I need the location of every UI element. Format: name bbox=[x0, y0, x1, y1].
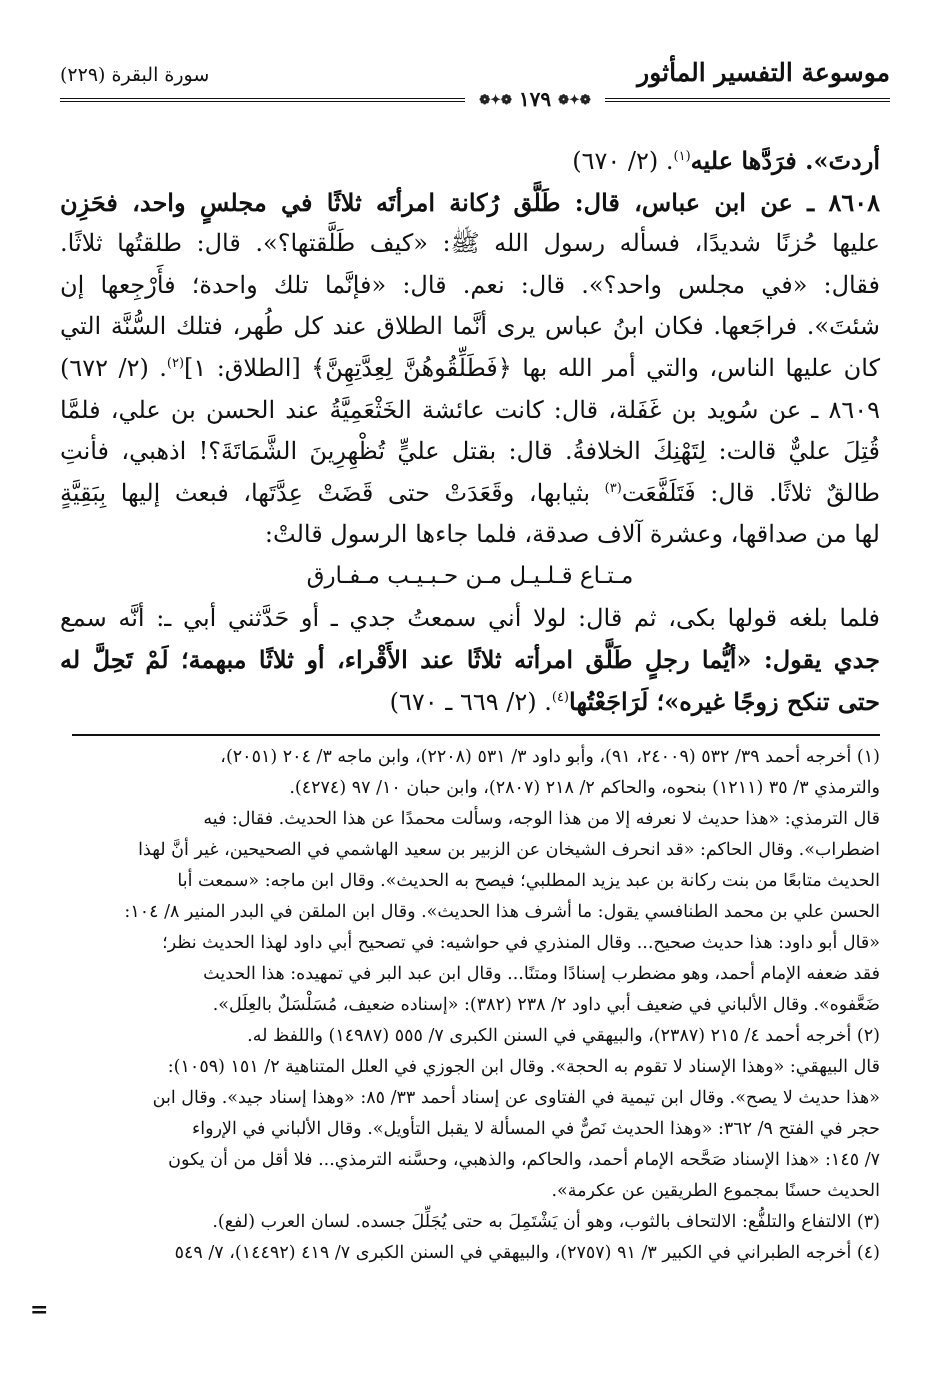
footnote-line: الحديث حسنًا بمجموع الطريقين عن عكرمة». bbox=[551, 1181, 880, 1201]
text-line: كان عليها الناس، والتي أمر الله بها ﴿فَطَلِّقُوهُنَّ لِعِدَّتِهِنَّ﴾ [الطلاق: ١]$^{(٢)}$. (٢/ ٦٧٢) bbox=[60, 353, 881, 382]
footnote-line: والترمذي ٣/ ٣٥ (١٢١١) بنحوه، والحاكم ٢/ ٢١٨ (٢٨٠٧)، وابن حبان ١٠/ ٩٧ (٤٢٧٤). bbox=[289, 778, 880, 798]
text-line: فقال: «في مجلس واحد؟». قال: نعم. قال: «فإنَّما تلك واحدة؛ فأَرْجِعها إن bbox=[60, 270, 880, 299]
text-line: جدي يقول: «أيُّما رجلٍ طَلَّق امرأته ثلاثًا عند الأَقْراء، أو ثلاثًا مبهمة؛ لَمْ تَحِلَّ له bbox=[60, 645, 881, 675]
main-text bbox=[60, 140, 880, 722]
text-line: فلما بلغه قولها بكى، ثم قال: لولا أني سمعتُ جدي ـ أو حَدَّثني أبي ـ: أنَّه سمع bbox=[60, 603, 880, 632]
footnote-line: «هذا حديث لا يصح». وقال ابن تيمية في الفتاوى عن إسناد أحمد ٣٣/ ٨٥: «وهذا إسناد جيد». وقال ابن bbox=[152, 1088, 880, 1108]
text-line: لها من صداقها، وعشرة آلاف صدقة، فلما جاءها الرسول قالتْ: bbox=[264, 520, 880, 549]
footnote-line: قال الترمذي: «هذا حديث لا نعرفه إلا من هذا الوجه، وسألت محمدًا عن هذا الحديث. فقال: فيه bbox=[203, 809, 880, 829]
footnote-line: قال البيهقي: «وهذا الإسناد لا تقوم به الحجة». وقال ابن الجوزي في العلل المتناهية ٢/ ١٥١ (١٠٥٩): bbox=[167, 1057, 880, 1077]
footnote-separator bbox=[72, 734, 880, 736]
footnote-line: (٣) الالتفاع والتلفُّع: الالتحاف بالثوب، وهو أن يَشْتَمِلَ به حتى يُجَلِّلَ جسده. لسان العرب (لفع). bbox=[212, 1212, 880, 1232]
continuation-mark: = bbox=[30, 1297, 49, 1323]
text-line: عليها حُزنًا شديدًا، فسأله رسول الله ﷺ: «كيف طَلَّقتها؟». قال: طلقتُها ثلاثًا. bbox=[60, 229, 880, 258]
footnote-line: (٤) أخرجه الطبراني في الكبير ٣/ ٩١ (٢٧٥٧)، والبيهقي في السنن الكبرى ٧/ ٤١٩ (١٤٤٩٢)، ٧/ ٥٤٩ bbox=[174, 1243, 880, 1263]
footnote-line: اضطراب». وقال الحاكم: «قد انحرف الشيخان عن الزبير بن سعيد الهاشمي في الصحيحين، غير أنَّ لهذا bbox=[138, 840, 880, 860]
text-line: حتى تنكح زوجًا غيره»؛ لَرَاجَعْتُها$^{(٤)}$. (٢/ ٦٦٩ ـ ٦٧٠) bbox=[389, 686, 880, 716]
footnote-line: الحديث متابعًا من بنت ركانة بن عبد يزيد المطلبي؛ فيصح به الحديث». وقال ابن ماجه: «سمعت أبا bbox=[177, 871, 880, 891]
footnote-line: ضَعَّفوه». وقال الألباني في ضعيف أبي داود ٢/ ٢٣٨ (٣٨٢): «إسناده ضعيف، مُسَلْسَلٌ بالعِلَل». bbox=[212, 995, 880, 1015]
ornament-icon: ❁✦❁ bbox=[558, 93, 591, 108]
surah-reference: سورة البقرة (٢٢٩) bbox=[60, 64, 210, 86]
footnote-line: «قال أبو داود: هذا حديث صحيح... وقال المنذري في حواشيه: في تصحيح أبي داود لهذا الحديث نظر؛ bbox=[162, 933, 880, 953]
poetry-verse: مـتـاع قـلـيـل مـن حـبـيـب مـفـارق bbox=[306, 562, 634, 589]
text-line: شئتَ». فراجَعها. فكان ابنُ عباس يرى أنَّما الطلاق عند كل طُهر، فتلك السُّنَّة التي bbox=[60, 312, 880, 341]
text-line: قُتِلَ عليٌّ قالت: لِتَهْنِكَ الخلافةُ. قال: بقتل عليٍّ تُظْهِرِينَ الشَّمَاتَةَ؟! اذهبي، فأنتِ bbox=[60, 437, 880, 466]
book-title: موسوعة التفسير المأثور bbox=[637, 58, 890, 87]
footnotes bbox=[60, 742, 880, 1269]
footnote-line: الحسن علي بن محمد الطنافسي يقول: ما أشرف هذا الحديث». وقال ابن الملقن في البدر المنير ٨/ ١٠٤: bbox=[124, 902, 880, 922]
page-number: ١٧٩ bbox=[518, 87, 552, 111]
hadith-8609: ٨٦٠٩ ـ عن سُويد بن غَفَلة، قال: كانت عائشة الخَثْعَمِيَّةُ عند الحسن بن علي، فلمَّا bbox=[60, 395, 881, 424]
footnote-line: (١) أخرجه أحمد ٣٩/ ٥٣٢ (٢٤٠٠٩، ٩١)، وأبو داود ٣/ ٥٣١ (٢٢٠٨)، وابن ماجه ٣/ ٢٠٤ (٢٠٥١)، bbox=[220, 747, 880, 767]
ornament-icon: ❁✦❁ bbox=[479, 93, 512, 108]
footnote-line: حجر في الفتح ٩/ ٣٦٢: «وهذا الحديث نَصٌّ في المسألة لا يقبل التأويل». وقال الألباني في الإرواء bbox=[192, 1119, 880, 1139]
text-line: طالقٌ ثلاثًا. قال: فَتَلَفَّعَت$^{(٣)}$ بثيابها، وقَعَدَتْ حتى قَضَتْ عِدَّتَها، فبعث إليها بِبَقِيَّةٍ bbox=[60, 478, 880, 507]
hadith-8608: ٨٦٠٨ ـ عن ابن عباس، قال: طَلَّق رُكانة امرأتَه ثلاثًا في مجلسٍ واحد، فحَزِن bbox=[60, 187, 880, 217]
page-number-box bbox=[465, 87, 605, 111]
footnote-line: ٧/ ١٤٥: «هذا الإسناد صَحَّحه الإمام أحمد، والحاكم، والذهبي، وحسَّنه الترمذي... فلا أقل من أن يكون bbox=[168, 1150, 880, 1170]
running-header bbox=[60, 56, 890, 112]
footnote-line: فقد ضعفه الإمام أحمد، وهو مضطرب إسنادًا ومتنًا... وقال ابن عبد البر في تمهيده: هذا الحديث bbox=[203, 964, 880, 984]
footnote-line: (٢) أخرجه أحمد ٤/ ٢١٥ (٢٣٨٧)، والبيهقي في السنن الكبرى ٧/ ٥٥٥ (١٤٩٨٧) واللفظ له. bbox=[247, 1026, 880, 1046]
text-line: أردتَ». فرَدَّها عليه$^{(١)}$. (٢/ ٦٧٠) bbox=[572, 146, 880, 175]
